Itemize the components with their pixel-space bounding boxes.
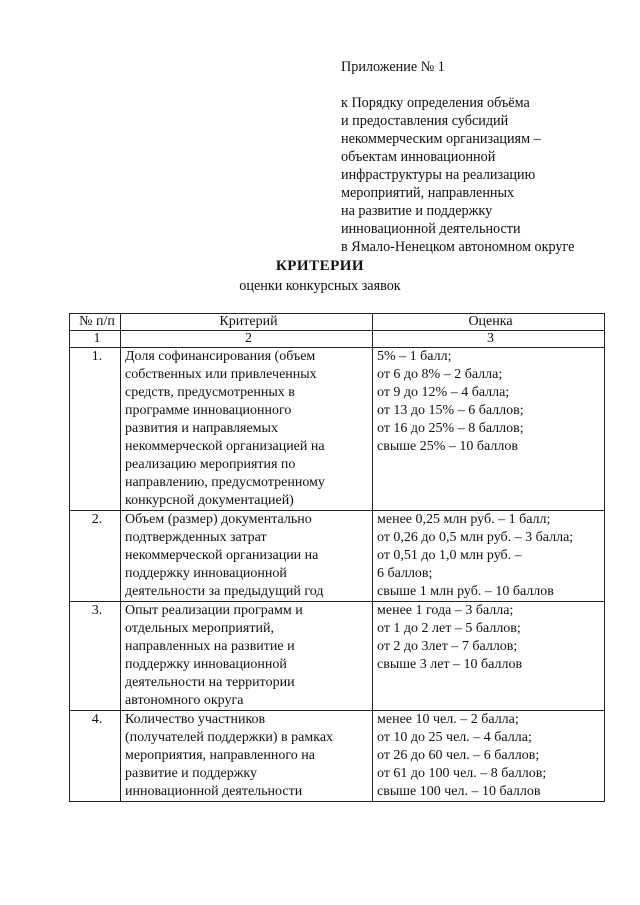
- score-cell: [373, 711, 605, 802]
- criterion-line: некоммерческой организацией на: [125, 439, 325, 454]
- criterion-line: Опыт реализации программ и: [125, 603, 303, 618]
- criterion-line: Количество участников: [125, 712, 266, 727]
- criterion-line: отдельных мероприятий,: [125, 621, 274, 636]
- table-row: [70, 711, 605, 802]
- header-score: Оценка: [373, 314, 605, 331]
- appendix-line: некоммерческим организациям –: [341, 131, 541, 147]
- header-criterion: Критерий: [121, 314, 373, 331]
- criterion-line: поддержку инновационной: [125, 566, 287, 581]
- appendix-line: на развитие и поддержку: [341, 203, 493, 219]
- appendix-line: инфраструктуры на реализацию: [341, 167, 536, 183]
- column-number: 2: [121, 331, 373, 348]
- score-line: менее 0,25 млн руб. – 1 балл;: [377, 512, 551, 527]
- appendix-line: мероприятий, направленных: [341, 185, 515, 201]
- row-number: 2.: [70, 511, 121, 602]
- score-cell: [373, 511, 605, 602]
- header-number: № п/п: [70, 314, 121, 331]
- appendix-heading: Приложение № 1: [341, 59, 445, 75]
- appendix-text: [341, 94, 631, 256]
- criterion-line: средств, предусмотренных в: [125, 385, 295, 400]
- criterion-line: некоммерческой организации на: [125, 548, 319, 563]
- score-line: свыше 3 лет – 10 баллов: [377, 657, 523, 672]
- criterion-line: развития и направляемых: [125, 421, 278, 436]
- score-line: свыше 1 млн руб. – 10 баллов: [377, 584, 554, 599]
- score-line: от 1 до 2 лет – 5 баллов;: [377, 621, 521, 636]
- score-line: 6 баллов;: [377, 566, 433, 581]
- score-cell: [373, 348, 605, 511]
- criterion-line: направленных на развитие и: [125, 639, 295, 654]
- criterion-cell: [121, 602, 373, 711]
- appendix-line: инновационной деятельности: [341, 221, 521, 237]
- criterion-line: реализацию мероприятия по: [125, 457, 296, 472]
- criterion-line: (получателей поддержки) в рамках: [125, 730, 334, 745]
- appendix-line: объектам инновационной: [341, 149, 496, 165]
- criterion-line: программе инновационного: [125, 403, 292, 418]
- criterion-cell: [121, 348, 373, 511]
- score-cell: [373, 602, 605, 711]
- criterion-cell: [121, 511, 373, 602]
- score-line: от 0,26 до 0,5 млн руб. – 3 балла;: [377, 530, 574, 545]
- criterion-line: направлению, предусмотренному: [125, 475, 325, 490]
- score-line: свыше 25% – 10 баллов: [377, 439, 518, 454]
- criterion-line: деятельности на территории: [125, 675, 295, 690]
- criterion-line: деятельности за предыдущий год: [125, 584, 324, 599]
- column-number-row: [70, 331, 605, 348]
- score-line: менее 10 чел. – 2 балла;: [377, 712, 519, 727]
- criteria-table: [69, 313, 605, 802]
- table-row: [70, 511, 605, 602]
- appendix-line: в Ямало-Ненецком автономном округе: [341, 239, 575, 255]
- criterion-line: автономного округа: [125, 693, 244, 708]
- criteria-rows: [70, 348, 605, 802]
- table-header-row: [70, 314, 605, 331]
- appendix-line: и предоставления субсидий: [341, 113, 509, 129]
- row-number: 3.: [70, 602, 121, 711]
- score-line: от 16 до 25% – 8 баллов;: [377, 421, 524, 436]
- document-title: КРИТЕРИИ: [275, 258, 365, 274]
- column-number: 1: [70, 331, 121, 348]
- criterion-line: развитие и поддержку: [125, 766, 257, 781]
- score-line: менее 1 года – 3 балла;: [377, 603, 514, 618]
- score-line: от 10 до 25 чел. – 4 балла;: [377, 730, 532, 745]
- row-number: 1.: [70, 348, 121, 511]
- document-subtitle: оценки конкурсных заявок: [239, 278, 401, 294]
- score-line: от 0,51 до 1,0 млн руб. –: [377, 548, 522, 563]
- score-line: от 61 до 100 чел. – 8 баллов;: [377, 766, 547, 781]
- criterion-line: конкурсной документацией): [125, 493, 294, 508]
- criterion-line: поддержку инновационной: [125, 657, 287, 672]
- criterion-line: Доля софинансирования (объем: [125, 349, 316, 364]
- table-row: [70, 348, 605, 511]
- row-number: 4.: [70, 711, 121, 802]
- score-line: свыше 100 чел. – 10 баллов: [377, 784, 541, 799]
- score-line: от 13 до 15% – 6 баллов;: [377, 403, 524, 418]
- score-line: от 26 до 60 чел. – 6 баллов;: [377, 748, 540, 763]
- criterion-cell: [121, 711, 373, 802]
- criterion-line: Объем (размер) документально: [125, 512, 312, 527]
- criterion-line: подтвержденных затрат: [125, 530, 267, 545]
- criterion-line: собственных или привлеченных: [125, 367, 317, 382]
- appendix-block: [341, 58, 631, 256]
- appendix-line: к Порядку определения объёма: [341, 95, 530, 111]
- score-line: от 9 до 12% – 4 балла;: [377, 385, 510, 400]
- table-row: [70, 602, 605, 711]
- criterion-line: мероприятия, направленного на: [125, 748, 315, 763]
- score-line: от 2 до 3лет – 7 баллов;: [377, 639, 518, 654]
- criterion-line: инновационной деятельности: [125, 784, 303, 799]
- column-number: 3: [373, 331, 605, 348]
- score-line: 5% – 1 балл;: [377, 349, 452, 364]
- score-line: от 6 до 8% – 2 балла;: [377, 367, 503, 382]
